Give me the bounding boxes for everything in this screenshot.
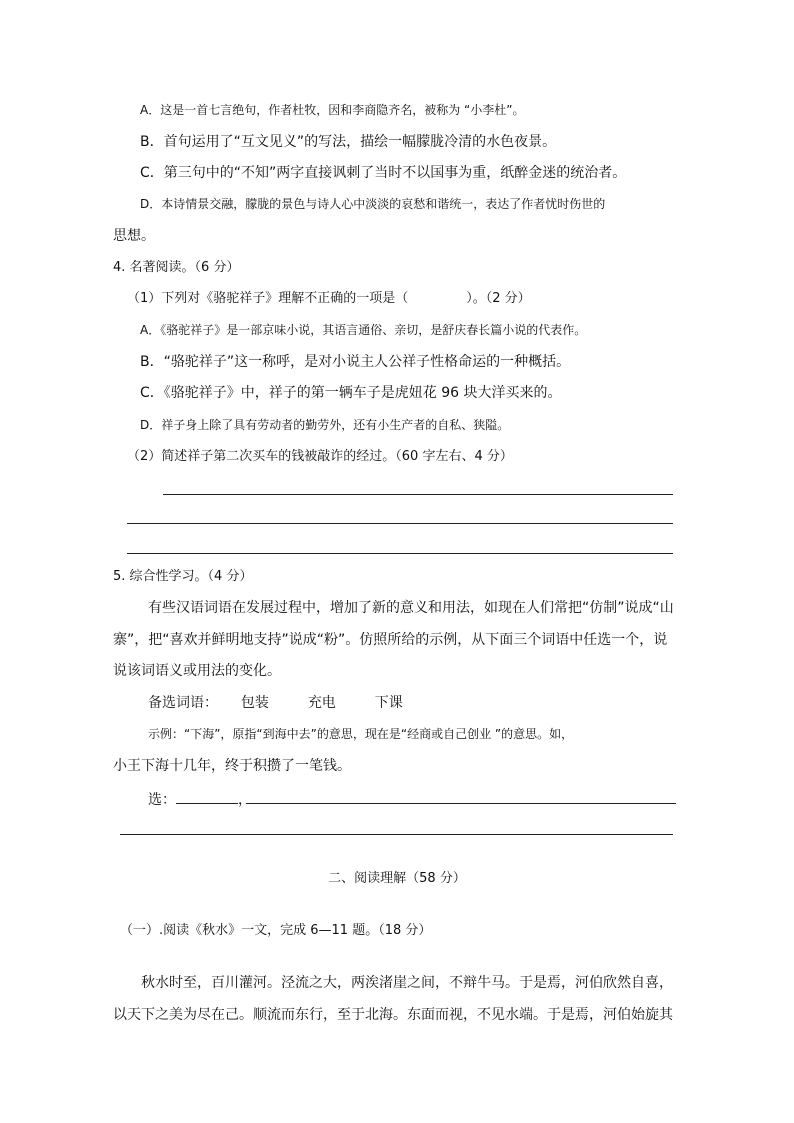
q3-option-b: B．首句运用了“互文见义”的写法，描绘一幅朦胧冷清的水色夜景。 (140, 134, 557, 150)
answer-line[interactable] (163, 494, 673, 495)
q4-sub1-prefix: （1）下列对《骆驼祥子》理解不正确的一项是（ (127, 291, 409, 306)
candidates-label: 备选词语： (148, 695, 218, 711)
q3-option-c: C．第三句中的“不知”两字直接讽刺了当时不以国事为重，纸醉金迷的统治者。 (140, 165, 627, 181)
q3-option-d: D．本诗情景交融，朦胧的景色与诗人心中淡淡的哀愁和谐统一，表达了作者忧时伤世的 (140, 197, 606, 211)
q5-example-line1: 示例：“下海”，原指“到海中去”的意思，现在是“经商或自己创业 ”的意思。如， (148, 727, 574, 741)
candidate-word: 包装 (240, 695, 269, 711)
q5-heading: 5. 综合性学习。（4 分） (113, 569, 253, 584)
answer-label: 选： (148, 792, 176, 808)
q4-option-b: B．“骆驼祥子”这一称呼，是对小说主人公祥子性格命运的一种概括。 (140, 354, 571, 370)
q4-option-d: D．祥子身上除了具有劳动者的勤劳外，还有小生产者的自私、狭隘。 (140, 418, 510, 432)
part-heading: （一）.阅读《秋水》一文，完成 6—11 题。（18 分） (120, 923, 432, 938)
section-title: 二、阅读理解（58 分） (328, 871, 466, 886)
answer-line[interactable] (127, 553, 673, 554)
q4-option-c: C．《骆驼祥子》中，祥子的第一辆车子是虎妞花 96 块大洋买来的。 (140, 385, 562, 401)
candidate-word: 下课 (374, 695, 403, 711)
passage-line1: 秋水时至，百川灌河。泾流之大，两涘渚崖之间，不辩牛马。于是焉，河伯欣然自喜， (141, 975, 673, 991)
q3-option-a: A．这是一首七言绝句，作者杜牧，因和李商隐齐名，被称为 “小李杜”。 (140, 103, 525, 117)
q5-paragraph-line3: 说该词语义或用法的变化。 (113, 663, 281, 679)
q5-paragraph-line1: 有些汉语词语在发展过程中，增加了新的意义和用法，如现在人们常把“仿制”说成“山 (148, 600, 674, 616)
q4-sub2: （2）简述祥子第二次买车的钱被敲诈的经过。（60 字左右、4 分） (127, 449, 513, 464)
candidate-word: 充电 (307, 695, 336, 711)
q5-paragraph-line2: 寨”，把“喜欢并鲜明地支持”说成“粉”。仿照所给的示例，从下面三个词语中任选一个，说 (113, 632, 668, 648)
q5-answer-row (148, 791, 252, 807)
q4-sub1 (127, 292, 531, 305)
q4-heading: 4. 名著阅读。（6 分） (113, 260, 240, 275)
answer-line[interactable] (120, 834, 673, 835)
q4-sub1-suffix: ）。（2 分） (466, 291, 531, 306)
q5-example-line2: 小王下海十几年，终于积攒了一笔钱。 (113, 758, 351, 774)
answer-line[interactable] (246, 803, 676, 804)
answer-line[interactable] (127, 523, 673, 524)
q3-option-d-continued: 思想。 (113, 228, 155, 244)
answer-blank[interactable] (176, 791, 238, 804)
answer-comma: ， (238, 792, 252, 808)
q4-option-a: A．《骆驼祥子》是一部京味小说，其语言通俗、亲切，是舒庆春长篇小说的代表作。 (140, 323, 587, 337)
passage-line2: 以天下之美为尽在己。顺流而东行，至于北海。东面而视，不见水端。于是焉，河伯始旋其 (113, 1007, 673, 1023)
q5-candidates (148, 696, 403, 710)
